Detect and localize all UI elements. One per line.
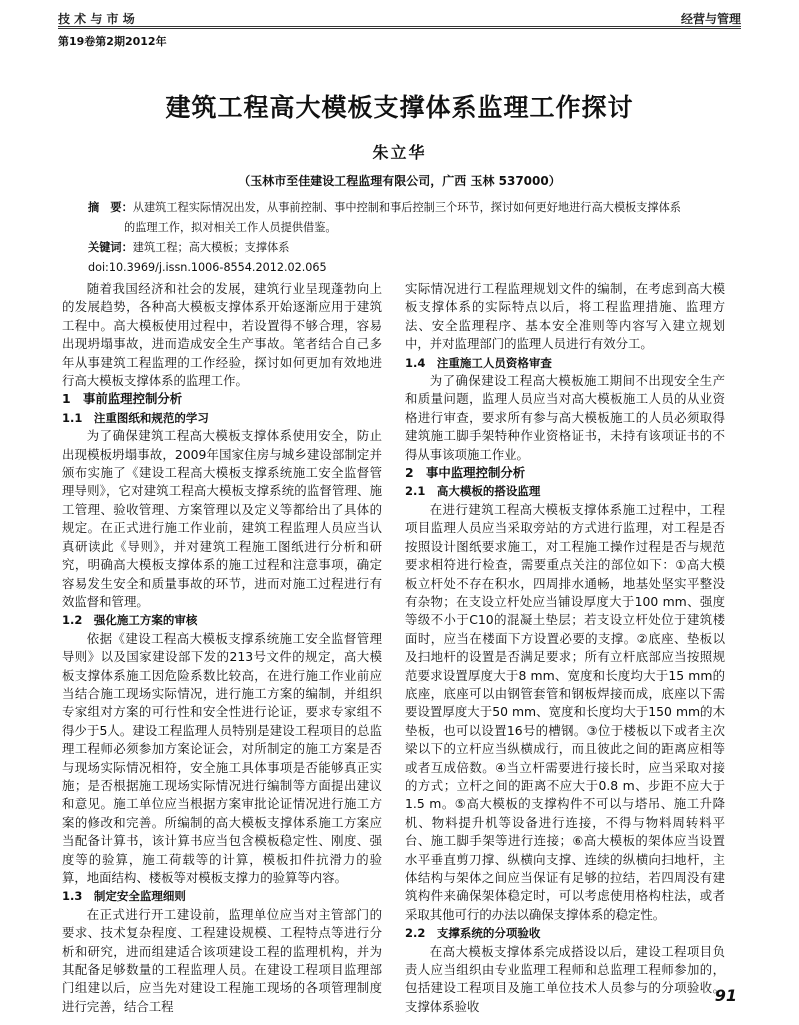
article-author: 朱立华 bbox=[372, 143, 427, 162]
keywords-line bbox=[88, 238, 708, 258]
article-title: 建筑工程高大模板支撑体系监理工作探讨 bbox=[165, 93, 634, 122]
section-2-2-heading: 2.2 支撑系统的分项验收 bbox=[405, 926, 541, 941]
intro-paragraph: 随着我国经济和社会的发展，建筑行业呈现蓬勃向上的发展趋势，各种高大模板支撑体系开始逐渐应用于建筑工程中。高大模板使用过程中，若设置得不够合理，容易出现坍塌事故，进而造成安全生产事故。笔者结合自己多年从事建筑工程监理的工作经验，探讨如何更加有效地进行高大模板支撑体系的监理工作。 bbox=[62, 281, 382, 389]
section-1-4-paragraph: 为了确保建设工程高大模板施工期间不出现安全生产和质量问题，监理人员应当对高大模板施工人员的从业资格进行审查，要求所有参与高大模板施工的人员必须取得建筑施工脚手架特种作业资格证书，未持有该项证书的不得从事该项施工作业。 bbox=[405, 373, 725, 462]
section-1-1-paragraph: 为了确保建筑工程高大模板支撑体系使用安全，防止出现模板坍塌事故，2009年国家住房与城乡建设部制定并颁布实施了《建设工程高大模板支撑系统施工安全监督管理导则》，它对建筑工程高大模板支撑系统的监督管理、施工管理、验收管理、方案管理以及定义等都给出了具体的规定。在正式进行施工作业前，建筑工程监理人员应当认真研读此《导则》，并对建筑工程施工图纸进行分析和研究，明确高大模板支撑体系的施工过程和注意事项，确定容易发生安全和质量事故的环节，进而对施工过程进行有效监督和管理。 bbox=[62, 428, 382, 609]
abstract-label: 摘 要： bbox=[88, 201, 133, 214]
section-2-heading: 2 事中监理控制分析 bbox=[405, 465, 526, 481]
abstract-text-2: 的监理工作，拟对相关工作人员提供借鉴。 bbox=[124, 221, 337, 234]
keywords-text: 建筑工程；高大模板；支撑体系 bbox=[132, 241, 290, 254]
author-affiliation: （玉林市至佳建设工程监理有限公司，广西 玉林 537000） bbox=[238, 174, 561, 188]
section-1-2-heading: 1.2 强化施工方案的审核 bbox=[62, 613, 198, 628]
issue-info: 第19卷第2期2012年 bbox=[58, 35, 167, 48]
section-1-3-paragraph: 在正式进行开工建设前，监理单位应当对主管部门的要求、技术复杂程度、工程建设规模、工程特点等进行分析和研究，进而组建适合该项建设工程的监理机构，并为其配备足够数量的工程监理人员。在建设工程项目监理部门组建以后，应当先对建设工程施工现场的各项管理制度进行完善，结合工程 bbox=[62, 906, 382, 1014]
section-1-2-paragraph: 依据《建设工程高大模板支撑系统施工安全监督管理导则》以及国家建设部下发的213号文件的规定，高大模板支撑体系施工因危险系数比较高，在进行施工作业前应当结合施工现场实际情况，进行施工方案的编制，并组织专家组对方案的可行性和安全性进行论证，要求专家组不得少于5人。建设工程监理人员特别是建设工程项目的总监理工程师必须参加方案论证会，对所制定的施工方案是否与现场实际情况相符，安全施工具体事项是否能够真正实施；是否根据施工现场实际情况进行编制等方面提出建议和意见。施工单位应当根据方案审批论证情况进行施工方案的修改和完善。所编制的高大模板支撑体系施工方案应当配备计算书，该计算书应当包含模板稳定性、刚度、强度等的验算，施工荷载等的计算，模板扣件抗滑力的验算，地面结构、楼板等对模板支撑力的验算等内容。 bbox=[62, 630, 382, 885]
section-2-1-heading: 2.1 高大模板的搭设监理 bbox=[405, 484, 541, 499]
section-1-3-heading: 1.3 制定安全监理细则 bbox=[62, 889, 186, 904]
journal-section-right: 经营与管理 bbox=[680, 12, 741, 26]
section-2-1-paragraph: 在进行建筑工程高大模板支撑体系施工过程中，工程项目监理人员应当采取旁站的方式进行监理，对工程是否按照设计图纸要求施工，对工程施工操作过程是否与规范要求相符进行检查，需要重点关注的部位如下：①高大模板立杆处不存在积水，四周排水通畅，地基处坚实平整没有杂物；在支设立杆处应当铺设厚度大于100 mm、强度等级不小于C10的混凝土垫层；若支设立杆处位于建筑楼面时，应当在楼面下方设置必要的支撑。②底座、垫板以及扫地杆的设置是否满足要求；所有立杆底部应当按照规范要求设置厚度大于8 mm、宽度和长度均大于15 mm的底座，底座可以由钢管套管和钢板焊接而成，底座以下需要设置厚度大于50 mm、宽度和长度均大于150 mm的木垫板，也可以设置16号的槽钢。③位于楼板以下或者主次梁以下的立杆应当纵横成行，而且彼此之间的距离应相等或者互成倍数。④当立杆需要进行接长时，应当采取对接的方式；立杆之间的距离不应大于0.8 m、步距不应大于1.5 m。⑤高大模板的支撑构件不可以与塔吊、施工升降机、物料提升机等设备进行连接，不得与物料周转料平台、施工脚手架等进行连接；⑥高大模板的架体应当设置水平垂直剪刀撑、纵横向支撑、连续的纵横向扫地杆，主体结构与架体之间应当保证有足够的拉结，若四周没有建筑构件来确保架体稳定时，可以考虑使用格构柱法，或者采取其他可行的办法以确保支撑体系的稳定性。 bbox=[405, 501, 725, 922]
running-header bbox=[58, 10, 741, 24]
continued-paragraph: 实际情况进行工程监理规划文件的编制，在考虑到高大模板支撑体系的实际特点以后，将工程监理措施、监理方法、安全监理程序、基本安全准则等内容写入建立规划中，并对监理部门的监理人员进行有效分工。 bbox=[405, 281, 725, 352]
right-column bbox=[405, 280, 725, 1016]
section-1-heading: 1 事前监理控制分析 bbox=[62, 391, 183, 407]
abstract-line-1 bbox=[88, 198, 708, 218]
left-column bbox=[62, 280, 382, 1016]
section-1-4-heading: 1.4 注重施工人员资格审查 bbox=[405, 355, 552, 370]
section-2-2-paragraph: 在高大模板支撑体系完成搭设以后，建设工程项目负责人应当组织由专业监理工程师和总监理工程师参加的，包括建设工程项目及施工单位技术人员参与的分项验收。支撑体系验收 bbox=[405, 943, 725, 1014]
abstract-line-2 bbox=[88, 218, 708, 238]
journal-section-left: 技 术 与 市 场 bbox=[58, 12, 135, 26]
doi-line: doi:10.3969/j.issn.1006-8554.2012.02.065 bbox=[88, 261, 327, 274]
keywords-label: 关键词： bbox=[88, 241, 133, 254]
abstract-block bbox=[88, 198, 708, 278]
section-1-1-heading: 1.1 注重图纸和规范的学习 bbox=[62, 410, 209, 425]
abstract-text-1: 从建筑工程实际情况出发，从事前控制、事中控制和事后控制三个环节，探讨如何更好地进行高大模板支撑体系 bbox=[132, 201, 681, 214]
page-number: 91 bbox=[714, 986, 737, 1005]
header-rule bbox=[58, 26, 741, 29]
